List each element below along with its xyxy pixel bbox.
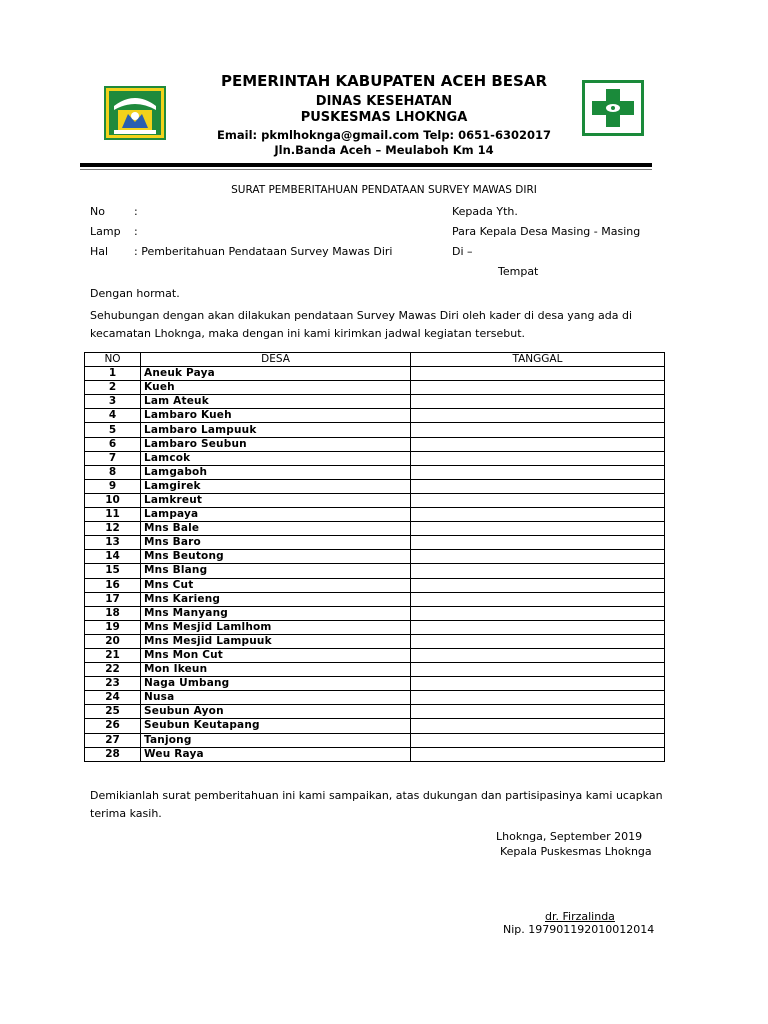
row-desa: Mns Manyang: [141, 606, 411, 620]
row-no: 28: [85, 747, 141, 761]
row-tanggal: [411, 578, 665, 592]
row-tanggal: [411, 437, 665, 451]
row-desa: Lampaya: [141, 508, 411, 522]
row-desa: Weu Raya: [141, 747, 411, 761]
table-header-row: [85, 353, 665, 367]
letterhead-rule: [80, 163, 652, 167]
row-tanggal: [411, 634, 665, 648]
row-tanggal: [411, 493, 665, 507]
signer-title: Kepala Puskesmas Lhoknga: [500, 845, 652, 858]
table-row: [85, 423, 665, 437]
row-desa: Naga Umbang: [141, 677, 411, 691]
row-desa: Tanjong: [141, 733, 411, 747]
row-desa: Mns Blang: [141, 564, 411, 578]
row-tanggal: [411, 677, 665, 691]
table-row: [85, 479, 665, 493]
table-row: [85, 451, 665, 465]
schedule-table: [84, 352, 665, 762]
row-desa: Lambaro Lampuuk: [141, 423, 411, 437]
row-tanggal: [411, 381, 665, 395]
table-row: [85, 634, 665, 648]
row-tanggal: [411, 395, 665, 409]
meta-lamp-value: :: [134, 225, 138, 238]
table-row: [85, 663, 665, 677]
row-no: 17: [85, 592, 141, 606]
row-desa: Mon Ikeun: [141, 663, 411, 677]
table-row: [85, 620, 665, 634]
row-tanggal: [411, 550, 665, 564]
table-row: [85, 465, 665, 479]
row-desa: Mns Karieng: [141, 592, 411, 606]
row-tanggal: [411, 620, 665, 634]
row-tanggal: [411, 367, 665, 381]
row-no: 13: [85, 536, 141, 550]
row-tanggal: [411, 465, 665, 479]
row-no: 2: [85, 381, 141, 395]
row-desa: Nusa: [141, 691, 411, 705]
recipient-line3: Di –: [452, 245, 473, 258]
table-row: [85, 536, 665, 550]
row-no: 23: [85, 677, 141, 691]
table-row: [85, 705, 665, 719]
intro-line-1: Sehubungan dengan akan dilakukan pendataan Survey Mawas Diri oleh kader di desa yang ada di: [90, 309, 633, 322]
row-desa: Kueh: [141, 381, 411, 395]
row-no: 22: [85, 663, 141, 677]
letter-title: SURAT PEMBERITAHUAN PENDATAAN SURVEY MAWAS DIRI: [231, 184, 537, 196]
row-tanggal: [411, 479, 665, 493]
table-row: [85, 564, 665, 578]
row-tanggal: [411, 423, 665, 437]
row-no: 4: [85, 409, 141, 423]
table-row: [85, 367, 665, 381]
row-desa: Aneuk Paya: [141, 367, 411, 381]
row-tanggal: [411, 719, 665, 733]
row-no: 24: [85, 691, 141, 705]
table-row: [85, 493, 665, 507]
row-no: 18: [85, 606, 141, 620]
row-desa: Mns Bale: [141, 522, 411, 536]
table-row: [85, 592, 665, 606]
row-no: 26: [85, 719, 141, 733]
recipient-line2: Para Kepala Desa Masing - Masing: [452, 225, 641, 238]
table-row: [85, 381, 665, 395]
meta-hal-label: Hal: [90, 245, 109, 258]
row-no: 3: [85, 395, 141, 409]
row-desa: Lamgirek: [141, 479, 411, 493]
department-name: DINAS KESEHATAN: [315, 94, 453, 109]
row-desa: Mns Mesjid Lampuuk: [141, 634, 411, 648]
row-tanggal: [411, 522, 665, 536]
table-row: [85, 508, 665, 522]
row-no: 10: [85, 493, 141, 507]
row-tanggal: [411, 663, 665, 677]
row-desa: Mns Mon Cut: [141, 648, 411, 662]
signer-name: dr. Firzalinda: [545, 910, 615, 923]
header-desa: DESA: [141, 353, 411, 367]
row-desa: Lambaro Seubun: [141, 437, 411, 451]
row-tanggal: [411, 733, 665, 747]
meta-lamp-label: Lamp: [90, 225, 121, 238]
table-row: [85, 747, 665, 761]
row-no: 5: [85, 423, 141, 437]
table-row: [85, 437, 665, 451]
row-tanggal: [411, 691, 665, 705]
meta-no-value: :: [134, 205, 138, 218]
row-tanggal: [411, 648, 665, 662]
row-no: 25: [85, 705, 141, 719]
table-row: [85, 550, 665, 564]
signer-nip: Nip. 197901192010012014: [503, 923, 655, 936]
row-desa: Mns Beutong: [141, 550, 411, 564]
row-no: 12: [85, 522, 141, 536]
place-date: Lhoknga, September 2019: [496, 830, 643, 843]
row-tanggal: [411, 536, 665, 550]
row-no: 11: [85, 508, 141, 522]
row-desa: Lambaro Kueh: [141, 409, 411, 423]
table-row: [85, 677, 665, 691]
row-no: 6: [85, 437, 141, 451]
header-tanggal: TANGGAL: [411, 353, 665, 367]
row-no: 8: [85, 465, 141, 479]
row-no: 9: [85, 479, 141, 493]
row-no: 16: [85, 578, 141, 592]
table-row: [85, 395, 665, 409]
row-desa: Mns Baro: [141, 536, 411, 550]
row-desa: Mns Cut: [141, 578, 411, 592]
row-desa: Lamgaboh: [141, 465, 411, 479]
row-no: 20: [85, 634, 141, 648]
intro-line-2: kecamatan Lhoknga, maka dengan ini kami kirimkan jadwal kegiatan tersebut.: [90, 327, 526, 340]
puskesmas-name: PUSKESMAS LHOKNGA: [300, 110, 468, 125]
row-tanggal: [411, 705, 665, 719]
closing-line-2: terima kasih.: [90, 807, 162, 820]
row-tanggal: [411, 592, 665, 606]
closing-line-1: Demikianlah surat pemberitahuan ini kami sampaikan, atas dukungan dan partisipasinya kami ucapkan: [90, 789, 663, 802]
greeting: Dengan hormat.: [90, 287, 180, 300]
row-no: 21: [85, 648, 141, 662]
row-tanggal: [411, 747, 665, 761]
row-tanggal: [411, 508, 665, 522]
recipient-line1: Kepada Yth.: [452, 205, 518, 218]
row-desa: Lamcok: [141, 451, 411, 465]
row-desa: Seubun Keutapang: [141, 719, 411, 733]
recipient-line4: Tempat: [498, 265, 539, 278]
contact-info: Email: pkmlhoknga@gmail.com Telp: 0651-6302017: [217, 128, 551, 142]
header-no: NO: [85, 353, 141, 367]
table-row: [85, 733, 665, 747]
address: Jln.Banda Aceh – Meulaboh Km 14: [274, 143, 494, 157]
table-row: [85, 648, 665, 662]
table-row: [85, 719, 665, 733]
row-no: 14: [85, 550, 141, 564]
table-row: [85, 409, 665, 423]
table-row: [85, 578, 665, 592]
row-desa: Seubun Ayon: [141, 705, 411, 719]
row-tanggal: [411, 606, 665, 620]
row-desa: Mns Mesjid Lamlhom: [141, 620, 411, 634]
row-no: 19: [85, 620, 141, 634]
table-row: [85, 522, 665, 536]
row-no: 1: [85, 367, 141, 381]
meta-no-label: No: [90, 205, 105, 218]
row-no: 27: [85, 733, 141, 747]
row-no: 7: [85, 451, 141, 465]
meta-hal-value: : Pemberitahuan Pendataan Survey Mawas Diri: [134, 245, 393, 258]
row-tanggal: [411, 409, 665, 423]
row-desa: Lam Ateuk: [141, 395, 411, 409]
agency-name: PEMERINTAH KABUPATEN ACEH BESAR: [221, 72, 547, 90]
row-no: 15: [85, 564, 141, 578]
table-row: [85, 606, 665, 620]
table-row: [85, 691, 665, 705]
letterhead-rule-thin: [80, 169, 652, 170]
row-tanggal: [411, 564, 665, 578]
row-desa: Lamkreut: [141, 493, 411, 507]
row-tanggal: [411, 451, 665, 465]
